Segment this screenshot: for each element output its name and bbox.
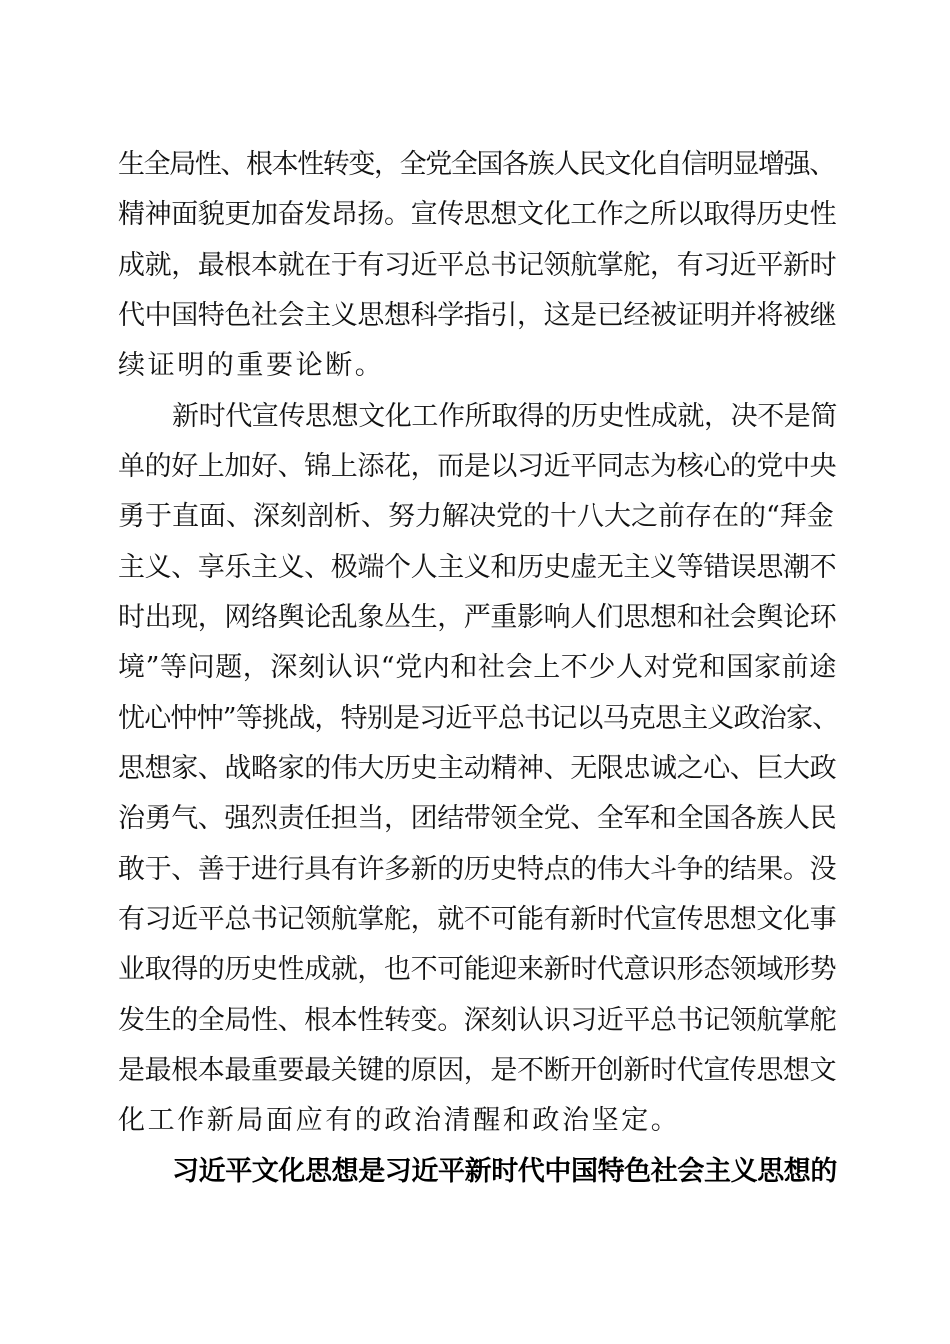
paragraph-2-line-2: 单的好上加好、锦上添花，而是以习近平同志为核心的党中央 (118, 451, 837, 482)
paragraph-2-line-11: 有习近平总书记领航掌舵，就不可能有新时代宣传思想文化事 (118, 904, 837, 935)
paragraph-2-line-5: 时出现，网络舆论乱象丛生，严重影响人们思想和社会舆论环 (118, 602, 837, 633)
paragraph-2-line-6: 境”等问题，深刻认识“党内和社会上不少人对党和国家前途 (118, 652, 837, 683)
paragraph-1-line-1: 生全局性、根本性转变，全党全国各族人民文化自信明显增强、 (118, 149, 835, 180)
paragraph-1-line-2: 精神面貌更加奋发昂扬。宣传思想文化工作之所以取得历史性 (118, 199, 837, 230)
paragraph-2-line-12: 业取得的历史性成就，也不可能迎来新时代意识形态领域形势 (118, 954, 837, 985)
paragraph-2-line-8: 思想家、战略家的伟大历史主动精神、无限忠诚之心、巨大政 (118, 753, 837, 784)
paragraph-2-line-13: 发生的全局性、根本性转变。深刻认识习近平总书记领航掌舵 (118, 1005, 837, 1036)
paragraph-2-line-3: 勇于直面、深刻剖析、努力解决党的十八大之前存在的“拜金 (118, 501, 834, 532)
paragraph-2-line-14: 是最根本最重要最关键的原因，是不断开创新时代宣传思想文 (118, 1055, 837, 1086)
paragraph-2-line-9: 治勇气、强烈责任担当，团结带领全党、全军和全国各族人民 (118, 803, 837, 834)
paragraph-2-line-10: 敢于、善于进行具有许多新的历史特点的伟大斗争的结果。没 (118, 854, 837, 885)
paragraph-1-line-5: 续证明的重要论断。 (118, 350, 385, 381)
paragraph-3-line-1: 习近平文化思想是习近平新时代中国特色社会主义思想的 (172, 1156, 837, 1187)
paragraph-2-line-15: 化工作新局面应有的政治清醒和政治坚定。 (118, 1105, 681, 1136)
paragraph-1-line-3: 成就，最根本就在于有习近平总书记领航掌舵，有习近平新时 (118, 250, 837, 281)
paragraph-2-line-4: 主义、享乐主义、极端个人主义和历史虚无主义等错误思潮不 (118, 552, 837, 583)
paragraph-1-line-4: 代中国特色社会主义思想科学指引，这是已经被证明并将被继 (118, 300, 837, 331)
paragraph-2-line-1: 新时代宣传思想文化工作所取得的历史性成就，决不是简 (172, 401, 837, 432)
paragraph-2-line-7: 忧心忡忡”等挑战，特别是习近平总书记以马克思主义政治家、 (118, 703, 839, 734)
